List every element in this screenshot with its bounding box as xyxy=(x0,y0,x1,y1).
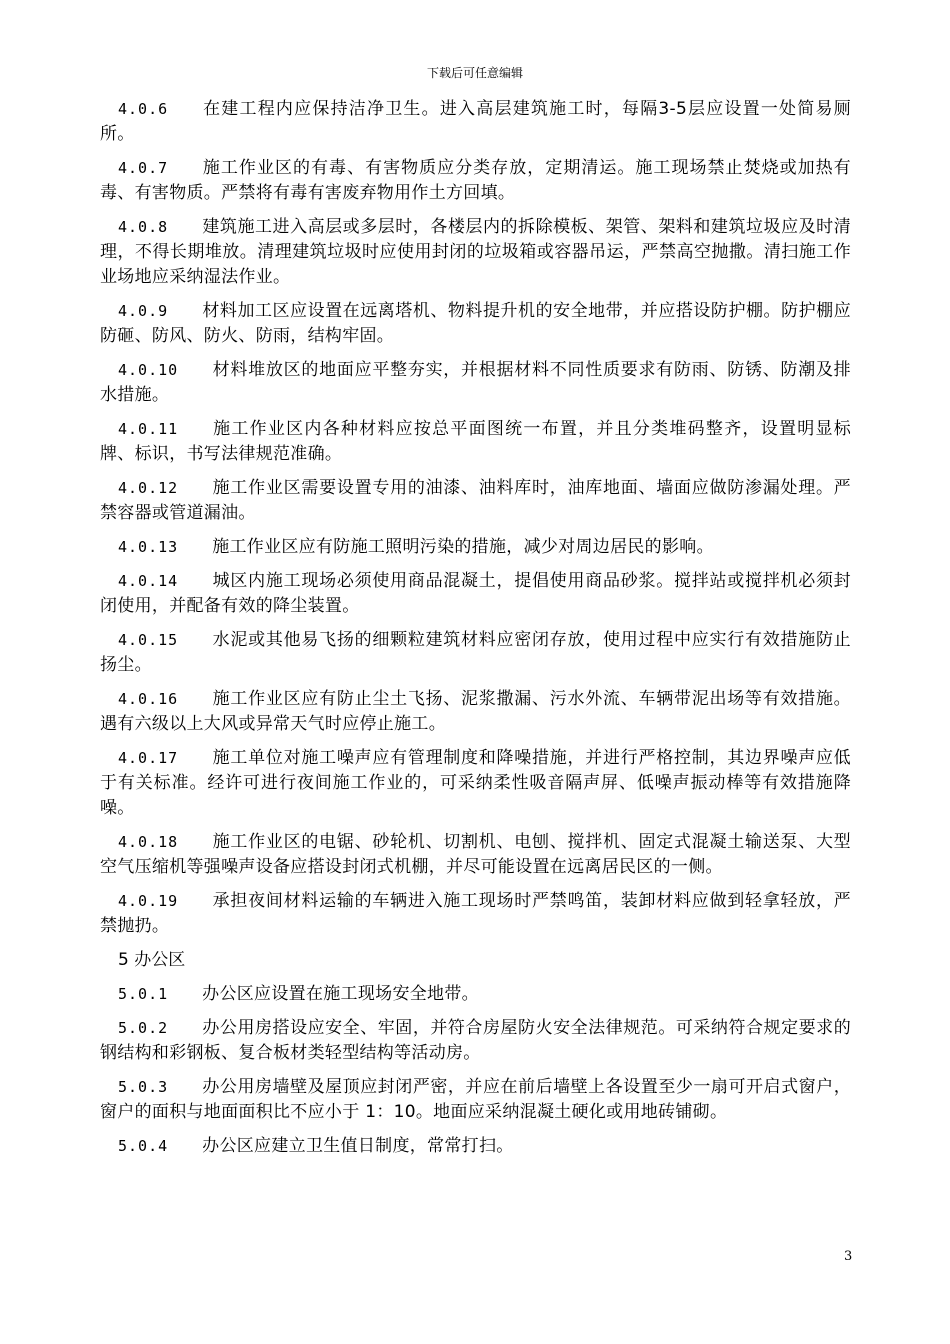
document-body xyxy=(100,97,851,1168)
clause-text: 材料堆放区的地面应平整夯实，并根据材料不同性质要求有防雨、防锈、防潮及排水措施。 xyxy=(100,360,851,405)
clause-text: 施工作业区的有毒、有害物质应分类存放，定期清运。施工现场禁止焚烧或加热有毒、有害物质。严禁将有毒有害废弃物用作土方回填。 xyxy=(100,158,851,203)
clause-number: 5.0.1 xyxy=(118,985,169,1003)
clause-4-0-15 xyxy=(100,628,851,678)
clause-text: 施工单位对施工噪声应有管理制度和降噪措施，并进行严格控制，其边界噪声应低于有关标准。经许可进行夜间施工作业的，可采纳柔性吸音隔声屏、低噪声振动棒等有效措施降噪。 xyxy=(100,748,851,818)
clause-4-0-19 xyxy=(100,889,851,939)
clause-number: 4.0.11 xyxy=(118,420,179,438)
clause-5-0-2 xyxy=(100,1016,851,1066)
clause-number: 5.0.4 xyxy=(118,1137,169,1155)
clause-text: 施工作业区的电锯、砂轮机、切割机、电刨、搅拌机、固定式混凝土输送泵、大型空气压缩机等强噪声设备应搭设封闭式机棚，并尽可能设置在远离居民区的一侧。 xyxy=(100,832,851,877)
clause-4-0-16 xyxy=(100,687,851,737)
clause-4-0-12 xyxy=(100,476,851,526)
clause-number: 4.0.13 xyxy=(118,538,179,556)
clause-text: 城区内施工现场必须使用商品混凝土，提倡使用商品砂浆。搅拌站或搅拌机必须封闭使用，并配备有效的降尘装置。 xyxy=(100,571,851,616)
page-number: 3 xyxy=(844,1249,853,1264)
clause-number: 4.0.8 xyxy=(118,218,169,236)
clause-number: 4.0.6 xyxy=(118,100,169,118)
clause-number: 4.0.14 xyxy=(118,572,179,590)
clause-text: 办公用房搭设应安全、牢固，并符合房屋防火安全法律规范。可采纳符合规定要求的钢结构和彩钢板、复合板材类轻型结构等活动房。 xyxy=(100,1018,851,1063)
clause-number: 4.0.18 xyxy=(118,833,179,851)
clause-text: 水泥或其他易飞扬的细颗粒建筑材料应密闭存放，使用过程中应实行有效措施防止扬尘。 xyxy=(100,630,851,675)
clause-text: 施工作业区内各种材料应按总平面图统一布置，并且分类堆码整齐，设置明显标牌、标识，书写法律规范准确。 xyxy=(100,419,851,464)
clause-number: 4.0.19 xyxy=(118,892,179,910)
clause-4-0-13 xyxy=(100,535,851,560)
clause-4-0-10 xyxy=(100,358,851,408)
clause-4-0-11 xyxy=(100,417,851,467)
clause-4-0-7 xyxy=(100,156,851,206)
clause-4-0-14 xyxy=(100,569,851,619)
clause-4-0-6 xyxy=(100,97,851,147)
clause-number: 4.0.7 xyxy=(118,159,169,177)
header-note: 下载后可任意编辑 xyxy=(426,66,523,80)
clause-text: 材料加工区应设置在远离塔机、物料提升机的安全地带，并应搭设防护棚。防护棚应防砸、防风、防火、防雨，结构牢固。 xyxy=(100,301,851,346)
clause-number: 5.0.3 xyxy=(118,1078,169,1096)
clause-number: 4.0.10 xyxy=(118,361,179,379)
clause-4-0-8 xyxy=(100,215,851,290)
clause-text: 承担夜间材料运输的车辆进入施工现场时严禁鸣笛，装卸材料应做到轻拿轻放，严禁抛扔。 xyxy=(100,891,851,936)
clause-text: 办公区应设置在施工现场安全地带。 xyxy=(202,984,479,1004)
clause-text: 建筑施工进入高层或多层时，各楼层内的拆除模板、架管、架料和建筑垃圾应及时清理，不得长期堆放。清理建筑垃圾时应使用封闭的垃圾箱或容器吊运，严禁高空抛撒。清扫施工作业场地应采纳湿法作业。 xyxy=(100,217,851,287)
section-heading-office-area: 5 办公区 xyxy=(118,950,186,970)
clause-5-0-1 xyxy=(100,982,851,1007)
clause-text: 施工作业区应有防施工照明污染的措施，减少对周边居民的影响。 xyxy=(212,537,714,557)
clause-text: 在建工程内应保持洁净卫生。进入高层建筑施工时，每隔3-5层应设置一处简易厕所。 xyxy=(100,99,851,144)
clause-number: 4.0.12 xyxy=(118,479,179,497)
clause-5-0-3 xyxy=(100,1075,851,1125)
clause-text: 施工作业区需要设置专用的油漆、油料库时，油库地面、墙面应做防渗漏处理。严禁容器或管道漏油。 xyxy=(100,478,851,523)
clause-4-0-18 xyxy=(100,830,851,880)
clause-number: 4.0.16 xyxy=(118,690,179,708)
clause-text: 办公区应建立卫生值日制度，常常打扫。 xyxy=(202,1136,514,1156)
clause-4-0-9 xyxy=(100,299,851,349)
clause-number: 4.0.15 xyxy=(118,631,179,649)
clause-number: 4.0.17 xyxy=(118,749,179,767)
clause-4-0-17 xyxy=(100,746,851,821)
clause-text: 施工作业区应有防止尘土飞扬、泥浆撒漏、污水外流、车辆带泥出场等有效措施。遇有六级以上大风或异常天气时应停止施工。 xyxy=(100,689,851,734)
clause-number: 5.0.2 xyxy=(118,1019,169,1037)
clause-5-0-4 xyxy=(100,1134,851,1159)
clause-number: 4.0.9 xyxy=(118,302,169,320)
clause-text: 办公用房墙壁及屋顶应封闭严密，并应在前后墙壁上各设置至少一扇可开启式窗户， 窗户的面积与地面面积比不应小于 1：10。地面应采纳混凝土硬化或用地砖铺砌。 xyxy=(100,1077,851,1122)
